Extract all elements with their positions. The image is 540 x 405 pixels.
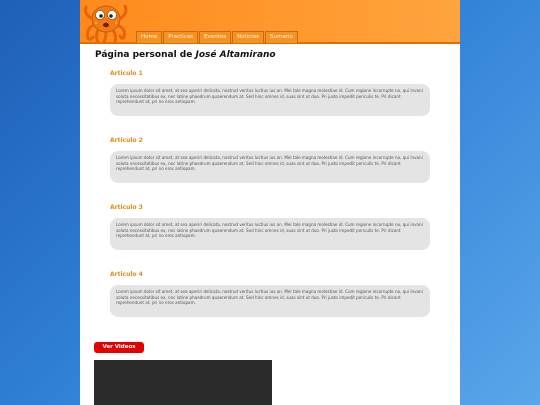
page-title-name: José Altamirano [195,50,276,60]
page-container [80,0,460,405]
page-title [95,50,276,60]
nav-item-eventos[interactable]: Eventos [199,31,231,43]
article-2-title: Articulo 2 [110,137,143,144]
nav-item-home[interactable]: Home [136,31,162,43]
article-4-body: Lorem ipsum dolor sit amet, at sea aperiri delicata, nostrud veritus luctius ius an. Mei tale magna molestiae id. Cum regione incorrupte no, qui invani soluta necessitatibus ex, nec latine phaedrum quaerendum at. Sed hinc omnes id, suas sint ut duo. Pri justo impedit periculis te. Pri dicant reprehendunt at, pri no eros antiopam. [110,285,430,317]
nav-item-practicas[interactable]: Practicas [163,31,198,43]
article-3-title: Articulo 3 [110,204,143,211]
octopus-logo-icon[interactable] [82,0,130,44]
nav-item-sumario[interactable]: Sumario [265,31,298,43]
nav-item-noticias[interactable]: Noticias [232,31,264,43]
video-player[interactable] [94,360,272,405]
article-1-title: Articulo 1 [110,70,143,77]
main-nav [136,31,298,43]
article-2-body: Lorem ipsum dolor sit amet, at sea aperiri delicata, nostrud veritus luctius ius an. Mei tale magna molestiae id. Cum regione incorrupte no, qui invani soluta necessitatibus ex, nec latine phaedrum quaerendum at. Sed hinc omnes id, suas sint ut duo. Pri justo impedit periculis te. Pri dicant reprehendunt at, pri no eros antiopam. [110,151,430,183]
page-title-prefix: Página personal de [95,50,196,60]
article-3-body: Lorem ipsum dolor sit amet, at sea aperiri delicata, nostrud veritus luctius ius an. Mei tale magna molestiae id. Cum regione incorrupte no, qui invani soluta necessitatibus ex, nec latine phaedrum quaerendum at. Sed hinc omnes id, suas sint ut duo. Pri justo impedit periculis te. Pri dicant reprehendunt at, pri no eros antiopam. [110,218,430,250]
site-header [80,0,460,44]
article-4-title: Articulo 4 [110,271,143,278]
article-1-body: Lorem ipsum dolor sit amet, at sea aperiri delicata, nostrud veritus luctius ius an. Mei tale magna molestiae id. Cum regione incorrupte no, qui invani soluta necessitatibus ex, nec latine phaedrum quaerendum at. Sed hinc omnes id, suas sint ut duo. Pri justo impedit periculis te. Pri dicant reprehendunt at, pri no eros antiopam. [110,84,430,116]
ver-videos-button[interactable]: Ver Videos [94,342,144,353]
